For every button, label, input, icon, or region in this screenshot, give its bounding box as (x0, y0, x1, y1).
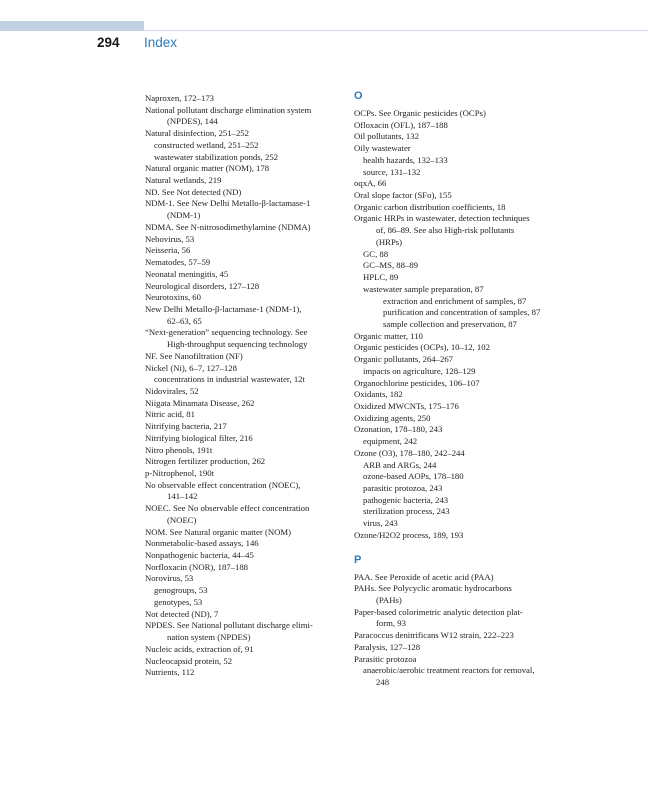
index-entry: PAA. See Peroxide of acetic acid (PAA) (354, 571, 494, 582)
index-entry-continuation: (NDM-1) (167, 210, 201, 221)
index-entry: Nitrifying biological filter, 216 (145, 432, 253, 443)
index-subentry: equipment, 242 (363, 436, 418, 447)
index-entry: Nitric acid, 81 (145, 409, 195, 420)
running-head: Index (144, 35, 178, 50)
index-subentry: genotypes, 53 (154, 596, 203, 607)
index-entry: Nickel (Ni), 6–7, 127–128 (145, 362, 237, 373)
index-subentry: source, 131–132 (363, 166, 421, 177)
index-subentry: GC–MS, 88–89 (363, 260, 419, 271)
index-entry: Norfloxacin (NOR), 187–188 (145, 561, 249, 572)
index-subentry: anaerobic/aerobic treatment reactors for removal, (363, 665, 535, 676)
index-entry: Organic matter, 110 (354, 330, 423, 341)
index-subentry: pathogenic bacteria, 243 (363, 494, 449, 505)
index-entry: Oral slope factor (SFo), 155 (354, 190, 452, 201)
index-entry: New Delhi Metallo-β-lactamase-1 (NDM-1), (145, 303, 302, 314)
index-entry: Parasitic protozoa (354, 653, 417, 664)
index-entry: Nitrogen fertilizer production, 262 (145, 456, 266, 467)
index-entry: Nutrients, 112 (145, 667, 195, 678)
index-entry: Oxidizing agents, 250 (354, 412, 431, 423)
header-accent-bar (0, 21, 144, 31)
index-entry: Neonatal meningitis, 45 (145, 268, 229, 279)
index-subentry: sterilization process, 243 (363, 506, 450, 517)
index-entry: Nucleocapsid protein, 52 (145, 655, 233, 666)
index-subentry: wastewater stabilization ponds, 252 (154, 151, 279, 162)
index-entry: Neurotoxins, 60 (145, 292, 201, 303)
index-entry: NOM. See Natural organic matter (NOM) (145, 526, 292, 537)
index-entry: NDMA. See N-nitrosodimethylamine (NDMA) (145, 221, 311, 232)
index-entry-continuation: 248 (376, 677, 390, 688)
index-entry-continuation: (NOEC) (167, 514, 197, 525)
index-subentry: ARB and ARGs, 244 (363, 459, 437, 470)
section-letter-p: P (354, 553, 362, 566)
index-subentry: virus, 243 (363, 518, 398, 529)
index-entry: PAHs. See Polycyclic aromatic hydrocarbons (354, 583, 512, 594)
index-entry: Not detected (ND), 7 (145, 608, 219, 619)
index-entry: Paper-based colorimetric analytic detection plat- (354, 606, 523, 617)
index-entry: Paralysis, 127–128 (354, 641, 421, 652)
index-subentry: constructed wetland, 251–252 (154, 139, 259, 150)
index-entry: Norovirus, 53 (145, 573, 194, 584)
index-entry: ND. See Not detected (ND) (145, 186, 242, 197)
index-entry: Organochlorine pesticides, 106–107 (354, 377, 480, 388)
index-entry: No observable effect concentration (NOEC), (145, 479, 301, 490)
index-entry-continuation: 141–142 (167, 491, 198, 502)
index-entry: oqxA, 66 (354, 178, 387, 189)
index-entry: Nebovirus, 53 (145, 233, 195, 244)
index-subentry: impacts on agriculture, 128–129 (363, 365, 476, 376)
section-o-entries (354, 108, 559, 542)
section-letter-o: O (354, 90, 363, 102)
index-entry: Natural wetlands, 219 (145, 175, 222, 186)
page-number: 294 (97, 35, 120, 50)
index-entry: Organic carbon distribution coefficients, 18 (354, 201, 506, 212)
index-entry: Nematodes, 57–59 (145, 257, 211, 268)
index-entry: Nitrifying bacteria, 217 (145, 421, 227, 432)
index-entry: NPDES. See National pollutant discharge elimi- (145, 620, 313, 631)
index-entry: Ofloxacin (OFL), 187–188 (354, 119, 448, 130)
index-entry-continuation: 62–63, 65 (167, 315, 202, 326)
index-entry: Natural disinfection, 251–252 (145, 128, 249, 139)
index-column-right (354, 90, 559, 689)
index-entry: National pollutant discharge elimination system (145, 104, 312, 115)
index-entry: Nonmetabolic-based assays, 146 (145, 538, 259, 549)
index-entry: Oil pollutants, 132 (354, 131, 419, 142)
index-entry: Paracoccus denitrificans W12 strain, 222–223 (354, 630, 514, 641)
index-entry: Ozone/H2O2 process, 189, 193 (354, 529, 464, 540)
index-entry-continuation: (HRPs) (376, 236, 403, 247)
index-entry-continuation: of, 86–89. See also High-risk pollutants (376, 225, 515, 236)
index-entry: OCPs. See Organic pesticides (OCPs) (354, 108, 486, 118)
index-subentry: GC, 88 (363, 248, 389, 259)
index-subentry: parasitic protozoa, 243 (363, 483, 443, 493)
index-subentry: genogroups, 53 (154, 585, 208, 596)
index-entry-continuation: nation system (NPDES) (167, 632, 251, 643)
index-column-left (145, 93, 360, 679)
header-rule (144, 30, 648, 31)
index-entry: Niigata Minamata Disease, 262 (145, 397, 255, 408)
index-entry: Organic HRPs in wastewater, detection techniques (354, 213, 530, 224)
index-entry: NOEC. See No observable effect concentration (145, 503, 310, 514)
index-entry: “Next-generation” sequencing technology. See (145, 327, 308, 338)
index-entry-continuation: (NPDES), 144 (167, 116, 218, 127)
index-entry-continuation: purification and concentration of samples, 87 (383, 307, 541, 318)
index-entry: Nucleic acids, extraction of, 91 (145, 643, 254, 654)
index-entry: p-Nitrophenol, 190t (145, 468, 215, 478)
index-entry: Naproxen, 172–173 (145, 93, 215, 103)
index-subentry: ozone-based AOPs, 178–180 (363, 471, 464, 482)
index-entry: NDM-1. See New Delhi Metallo-β-lactamase-1 (145, 198, 311, 209)
index-entry: Nitro phenols, 191t (145, 444, 213, 455)
index-entry: Oily wastewater (354, 143, 411, 154)
index-entry: Oxidized MWCNTs, 175–176 (354, 400, 459, 411)
index-entry: Nonpathogenic bacteria, 44–45 (145, 550, 254, 561)
index-entry: Ozone (O3), 178–180, 242–244 (354, 447, 465, 458)
index-entry: Organic pollutants, 264–267 (354, 354, 454, 365)
index-subentry: wastewater sample preparation, 87 (363, 283, 484, 294)
index-entry: Nidovirales, 52 (145, 385, 199, 396)
index-entry: Neisseria, 56 (145, 245, 191, 256)
index-subentry: health hazards, 132–133 (363, 154, 448, 165)
index-entry: Oxidants, 182 (354, 389, 403, 400)
index-entry: Neurological disorders, 127–128 (145, 280, 260, 291)
index-entry: Organic pesticides (OCPs), 10–12, 102 (354, 342, 490, 353)
index-entry-continuation: sample collection and preservation, 87 (383, 318, 517, 329)
index-subentry: concentrations in industrial wastewater, 12t (154, 374, 305, 385)
index-entry: Ozonation, 178–180, 243 (354, 424, 443, 435)
index-subentry: HPLC, 89 (363, 272, 399, 283)
section-p-entries (354, 572, 559, 689)
index-entry: NF. See Nanofiltration (NF) (145, 350, 243, 361)
index-entry-continuation: extraction and enrichment of samples, 87 (383, 295, 527, 306)
index-entry-continuation: High-throughput sequencing technology (167, 339, 308, 350)
index-entry: Natural organic matter (NOM), 178 (145, 163, 270, 174)
index-entry-continuation: (PAHs) (376, 595, 402, 606)
index-entry-continuation: form, 93 (376, 618, 406, 629)
